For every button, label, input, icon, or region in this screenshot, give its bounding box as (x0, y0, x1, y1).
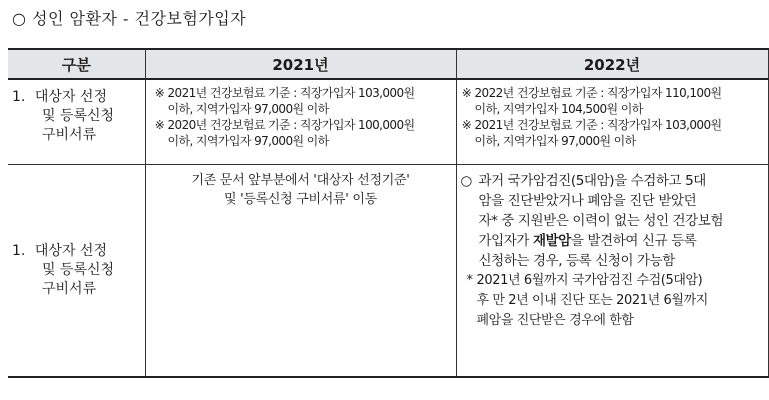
emphasis-text: 재발암 (532, 232, 571, 249)
section-heading: ○ 성인 암환자 - 건강보험가입자 (12, 9, 247, 28)
row1-category (8, 79, 145, 164)
row2-2022-text (456, 164, 768, 377)
footnote-line: 2021년 6월까지 국가암검진 수검(5대암) (476, 272, 703, 288)
row1-category-line: 대상자 선정 (34, 89, 107, 105)
header-2021: 2021년 (145, 49, 456, 79)
note-line: 2021년 건강보험료 기준 : 직장가입자 103,000원 (474, 118, 722, 132)
note-line: 이하, 지역가입자 104,500원 이하 (474, 102, 643, 116)
reference-mark: ※ (461, 118, 472, 132)
header-row (8, 49, 769, 79)
row2-number: 1. (12, 242, 26, 259)
text-line: 및 '등록신청 구비서류' 이동 (224, 191, 377, 207)
row2-category-line: 대상자 선정 (34, 242, 107, 259)
footnote-line: 폐암을 진단받은 경우에 한함 (476, 312, 634, 328)
note-line: 2020년 건강보험료 기준 : 직장가입자 100,000원 (167, 118, 415, 132)
circle-bullet-icon: ○ (460, 172, 472, 189)
text-line: 가입자가 재발암을 발견하여 신규 등록 (478, 232, 697, 249)
header-category: 구분 (8, 49, 145, 79)
row1-number: 1. (12, 89, 26, 105)
text-line: 암을 진단받았거나 폐암을 진단 받았던 (478, 192, 697, 209)
reference-mark: ※ (154, 118, 165, 132)
reference-mark: ※ (154, 86, 165, 100)
footnote-line: 후 만 2년 이내 진단 또는 2021년 6월까지 (476, 292, 708, 308)
row2-category (8, 164, 145, 377)
note-line: 이하, 지역가입자 97,000원 이하 (167, 134, 329, 148)
row1-2022-notes (456, 79, 768, 164)
text-line: 신청하는 경우, 등록 신청이 가능함 (478, 252, 675, 269)
note-line: 2022년 건강보험료 기준 : 직장가입자 110,100원 (474, 86, 722, 100)
footnote-star: * (466, 272, 473, 288)
note-item (152, 117, 454, 149)
note-item (152, 85, 454, 117)
comparison-table (8, 48, 769, 378)
row1-category-line: 구비서류 (42, 127, 97, 143)
row1-category-line: 및 등록신청 (42, 108, 115, 124)
table-row (8, 79, 769, 164)
note-line: 이하, 지역가입자 97,000원 이하 (167, 102, 329, 116)
row2-category-line: 구비서류 (42, 280, 97, 297)
note-item (459, 117, 766, 149)
note-item (459, 85, 766, 117)
text-line: 자* 중 지원받은 이력이 없는 성인 건강보험 (478, 212, 724, 229)
header-2022: 2022년 (456, 49, 768, 79)
row2-category-line: 및 등록신청 (42, 261, 115, 278)
note-line: 이하, 지역가입자 97,000원 이하 (474, 134, 636, 148)
row2-2021-text (145, 164, 456, 377)
text-line: 과거 국가암검진(5대암)을 수검하고 5대 (478, 172, 706, 189)
footnote (461, 271, 762, 331)
row1-2021-notes (145, 79, 456, 164)
note-line: 2021년 건강보험료 기준 : 직장가입자 103,000원 (167, 86, 415, 100)
reference-mark: ※ (461, 86, 472, 100)
table-row (8, 164, 769, 377)
text-line: 기존 문서 앞부분에서 '대상자 선정기준' (191, 172, 410, 188)
